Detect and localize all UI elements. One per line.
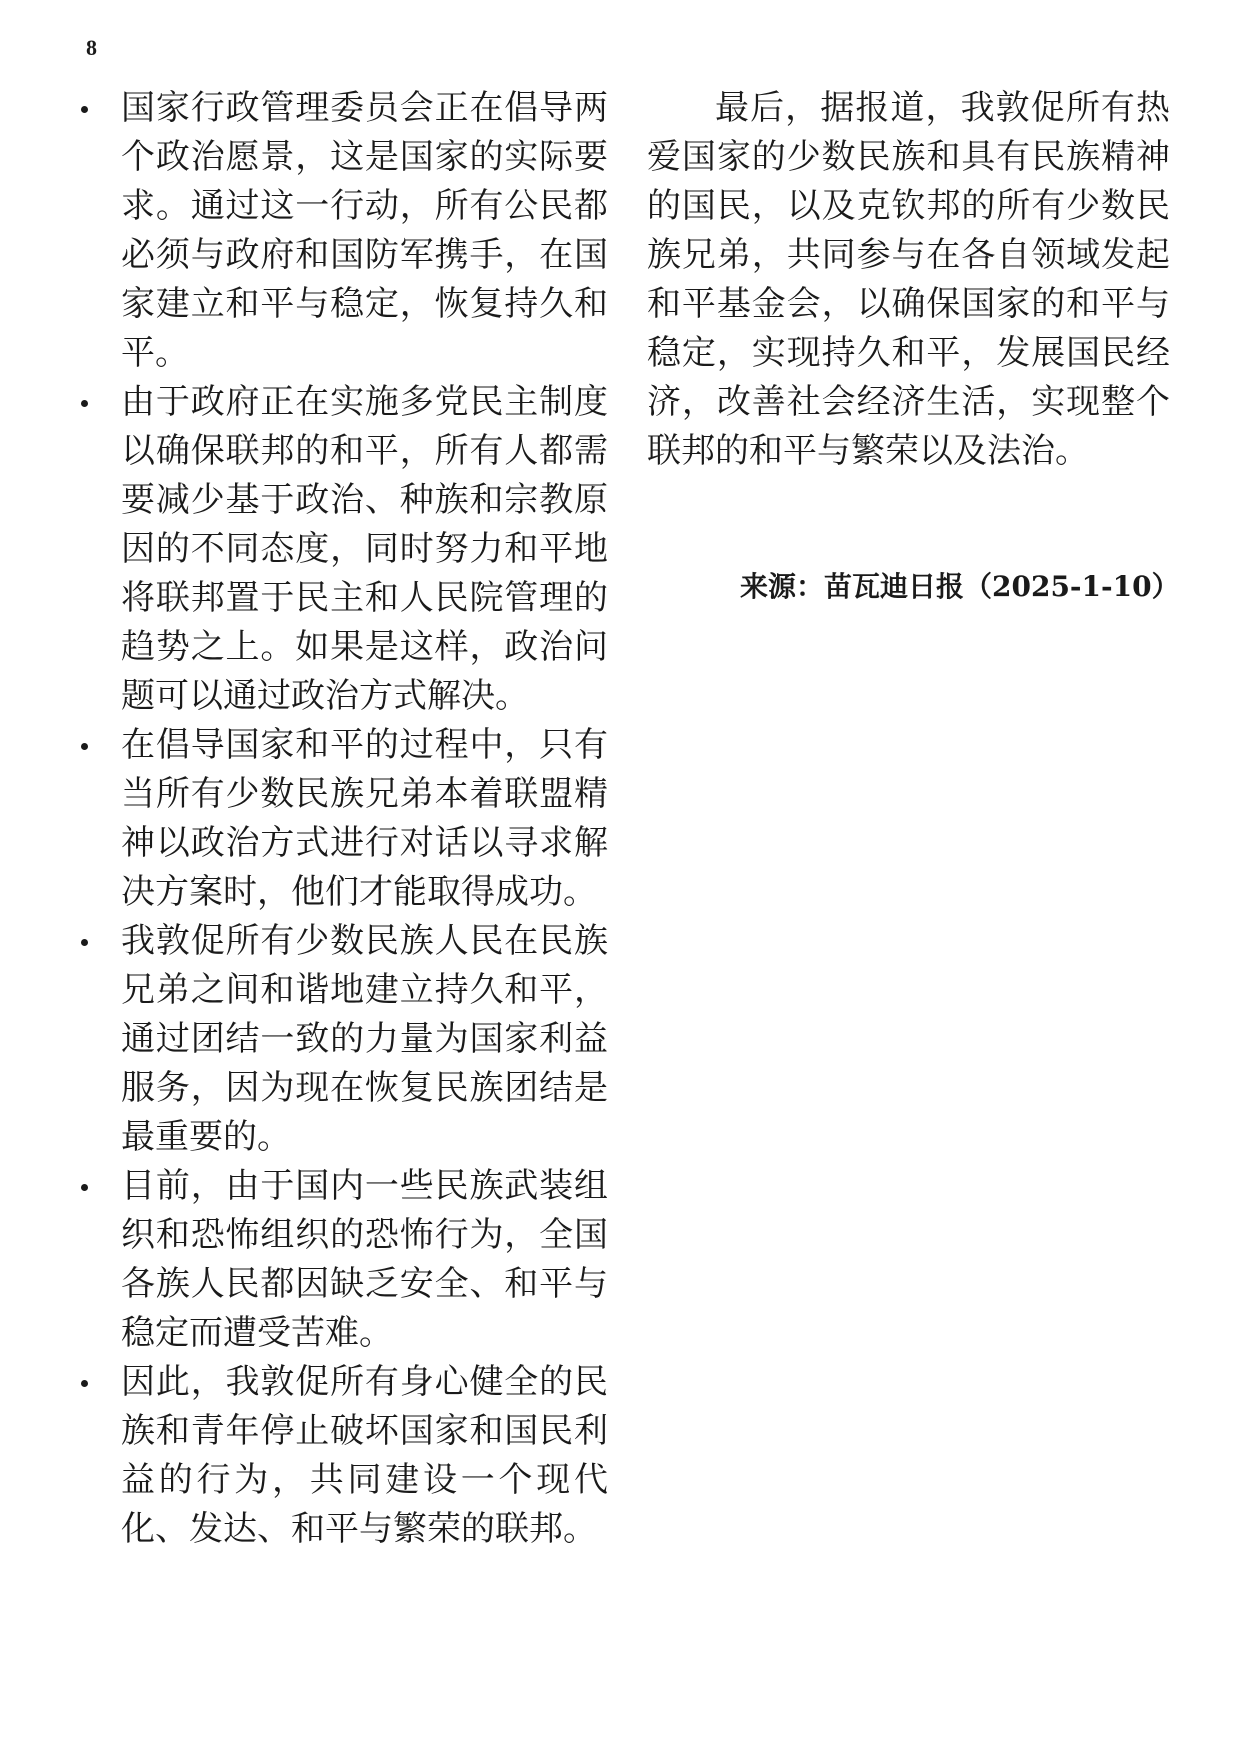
closing-paragraph: 最后，据报道，我敦促所有热爱国家的少数民族和具有民族精神的国民，以及克钦邦的所有少数民族兄弟，共同参与在各自领域发起和平基金会，以确保国家的和平与稳定，实现持久和平，发展国民经济，改善社会经济生活，实现整个联邦的和平与繁荣以及法治。 bbox=[647, 88, 1170, 471]
bullet-text: 因此，我敦促所有身心健全的民族和青年停止破坏国家和国民利益的行为，共同建设一个现代化、发达、和平与繁荣的联邦。 bbox=[121, 1362, 608, 1549]
bullet-text: 目前，由于国内一些民族武装组织和恐怖组织的恐怖行为，全国各族人民都因缺乏安全、和平与稳定而遭受苦难。 bbox=[121, 1166, 608, 1353]
bullet-item bbox=[76, 378, 608, 721]
bullet-item bbox=[76, 84, 608, 378]
bullet-item bbox=[76, 721, 608, 917]
bullet-item bbox=[76, 1358, 608, 1554]
bullet-item bbox=[76, 917, 608, 1162]
source-citation: 来源：苗瓦迪日报（2025-1-10） bbox=[740, 570, 1180, 603]
page-number: 8 bbox=[86, 35, 97, 60]
bullet-dot-icon bbox=[81, 743, 88, 750]
bullet-text: 国家行政管理委员会正在倡导两个政治愿景，这是国家的实际要求。通过这一行动，所有公民都必须与政府和国防军携手，在国家建立和平与稳定，恢复持久和平。 bbox=[121, 88, 608, 373]
bullet-list bbox=[76, 84, 608, 1554]
right-column bbox=[647, 84, 1170, 476]
bullet-item bbox=[76, 1162, 608, 1358]
bullet-text: 我敦促所有少数民族人民在民族兄弟之间和谐地建立持久和平，通过团结一致的力量为国家利益服务，因为现在恢复民族团结是最重要的。 bbox=[121, 921, 608, 1157]
bullet-dot-icon bbox=[81, 1184, 88, 1191]
bullet-dot-icon bbox=[81, 400, 88, 407]
bullet-dot-icon bbox=[81, 1380, 88, 1387]
bullet-dot-icon bbox=[81, 939, 88, 946]
bullet-text: 在倡导国家和平的过程中，只有当所有少数民族兄弟本着联盟精神以政治方式进行对话以寻求解决方案时，他们才能取得成功。 bbox=[121, 725, 608, 912]
bullet-text: 由于政府正在实施多党民主制度以确保联邦的和平，所有人都需要减少基于政治、种族和宗教原因的不同态度，同时努力和平地将联邦置于民主和人民院管理的趋势之上。如果是这样，政治问题可以通过政治方式解决。 bbox=[121, 382, 608, 716]
bullet-dot-icon bbox=[81, 106, 88, 113]
